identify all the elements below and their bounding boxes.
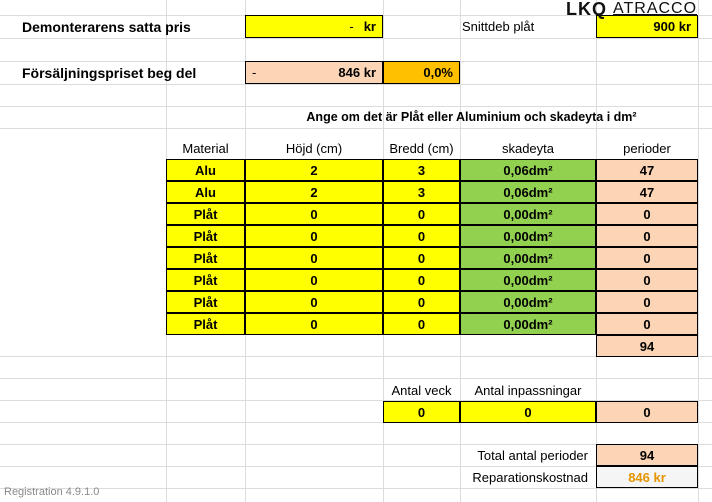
- sale-price-cell[interactable]: [245, 61, 383, 84]
- height-cell[interactable]: 0: [245, 225, 383, 247]
- material-cell[interactable]: Plåt: [166, 247, 245, 269]
- avg-plate-value[interactable]: 900 kr: [596, 15, 698, 38]
- material-cell[interactable]: Plåt: [166, 203, 245, 225]
- width-cell[interactable]: 0: [383, 313, 460, 335]
- periods-cell: 0: [596, 269, 698, 291]
- extra-periods: 0: [596, 401, 698, 423]
- height-cell[interactable]: 0: [245, 313, 383, 335]
- repair-cost-value: 846 kr: [596, 466, 698, 488]
- periods-cell: 0: [596, 203, 698, 225]
- weeks-label: Antal veck: [391, 382, 452, 398]
- area-cell: 0,00dm²: [460, 247, 596, 269]
- periods-cell: 47: [596, 159, 698, 181]
- fittings-label: Antal inpassningar: [474, 382, 582, 398]
- area-cell: 0,00dm²: [460, 291, 596, 313]
- periods-sum: 94: [596, 335, 698, 357]
- area-cell: 0,00dm²: [460, 203, 596, 225]
- width-cell[interactable]: 3: [383, 159, 460, 181]
- height-cell[interactable]: 0: [245, 269, 383, 291]
- periods-cell: 0: [596, 291, 698, 313]
- header-periods: perioder: [623, 140, 671, 156]
- width-cell[interactable]: 0: [383, 203, 460, 225]
- area-cell: 0,06dm²: [460, 159, 596, 181]
- repair-cost-label: Reparationskostnad: [472, 469, 588, 485]
- width-cell[interactable]: 3: [383, 181, 460, 203]
- sale-price-dash: -: [252, 65, 257, 80]
- seller-price-label: Demonterarens satta pris: [22, 18, 191, 35]
- material-cell[interactable]: Alu: [166, 181, 245, 203]
- header-area: skadeyta: [501, 140, 555, 156]
- width-cell[interactable]: 0: [383, 269, 460, 291]
- total-periods-value: 94: [596, 444, 698, 466]
- lkq-atracco-logo: [566, 0, 712, 18]
- material-cell[interactable]: Plåt: [166, 291, 245, 313]
- width-cell[interactable]: 0: [383, 291, 460, 313]
- width-cell[interactable]: 0: [383, 225, 460, 247]
- area-cell: 0,00dm²: [460, 313, 596, 335]
- header-material: Material: [182, 140, 229, 156]
- registration-version: Registration 4.9.1.0: [4, 486, 100, 498]
- periods-cell: 0: [596, 225, 698, 247]
- periods-cell: 47: [596, 181, 698, 203]
- material-cell[interactable]: Plåt: [166, 313, 245, 335]
- sale-price-value: 846 kr: [338, 65, 376, 80]
- material-cell[interactable]: Alu: [166, 159, 245, 181]
- height-cell[interactable]: 2: [245, 181, 383, 203]
- seller-price-unit: kr: [363, 19, 376, 34]
- sale-price-label: Försäljningspriset beg del: [22, 64, 197, 81]
- height-cell[interactable]: 0: [245, 203, 383, 225]
- avg-plate-label: Snittdeb plåt: [462, 19, 535, 34]
- periods-cell: 0: [596, 313, 698, 335]
- area-cell: 0,06dm²: [460, 181, 596, 203]
- seller-price-cell[interactable]: [245, 15, 383, 38]
- total-periods-label: Total antal perioder: [477, 447, 588, 463]
- height-cell[interactable]: 0: [245, 291, 383, 313]
- area-cell: 0,00dm²: [460, 269, 596, 291]
- periods-cell: 0: [596, 247, 698, 269]
- material-cell[interactable]: Plåt: [166, 269, 245, 291]
- sale-percent-cell[interactable]: 0,0%: [383, 61, 460, 84]
- logo-lkq-text: LKQ: [566, 0, 607, 19]
- instruction-text: Ange om det är Plåt eller Aluminium och skadeyta i dm²: [306, 110, 637, 124]
- height-cell[interactable]: 2: [245, 159, 383, 181]
- height-cell[interactable]: 0: [245, 247, 383, 269]
- header-width: Bredd (cm): [389, 140, 454, 156]
- material-cell[interactable]: Plåt: [166, 225, 245, 247]
- width-cell[interactable]: 0: [383, 247, 460, 269]
- seller-price-dash: -: [349, 19, 354, 34]
- fittings-input[interactable]: 0: [460, 401, 596, 423]
- header-height: Höjd (cm): [285, 140, 343, 156]
- area-cell: 0,00dm²: [460, 225, 596, 247]
- weeks-input[interactable]: 0: [383, 401, 460, 423]
- logo-atracco-text: ATRACCO: [613, 0, 698, 17]
